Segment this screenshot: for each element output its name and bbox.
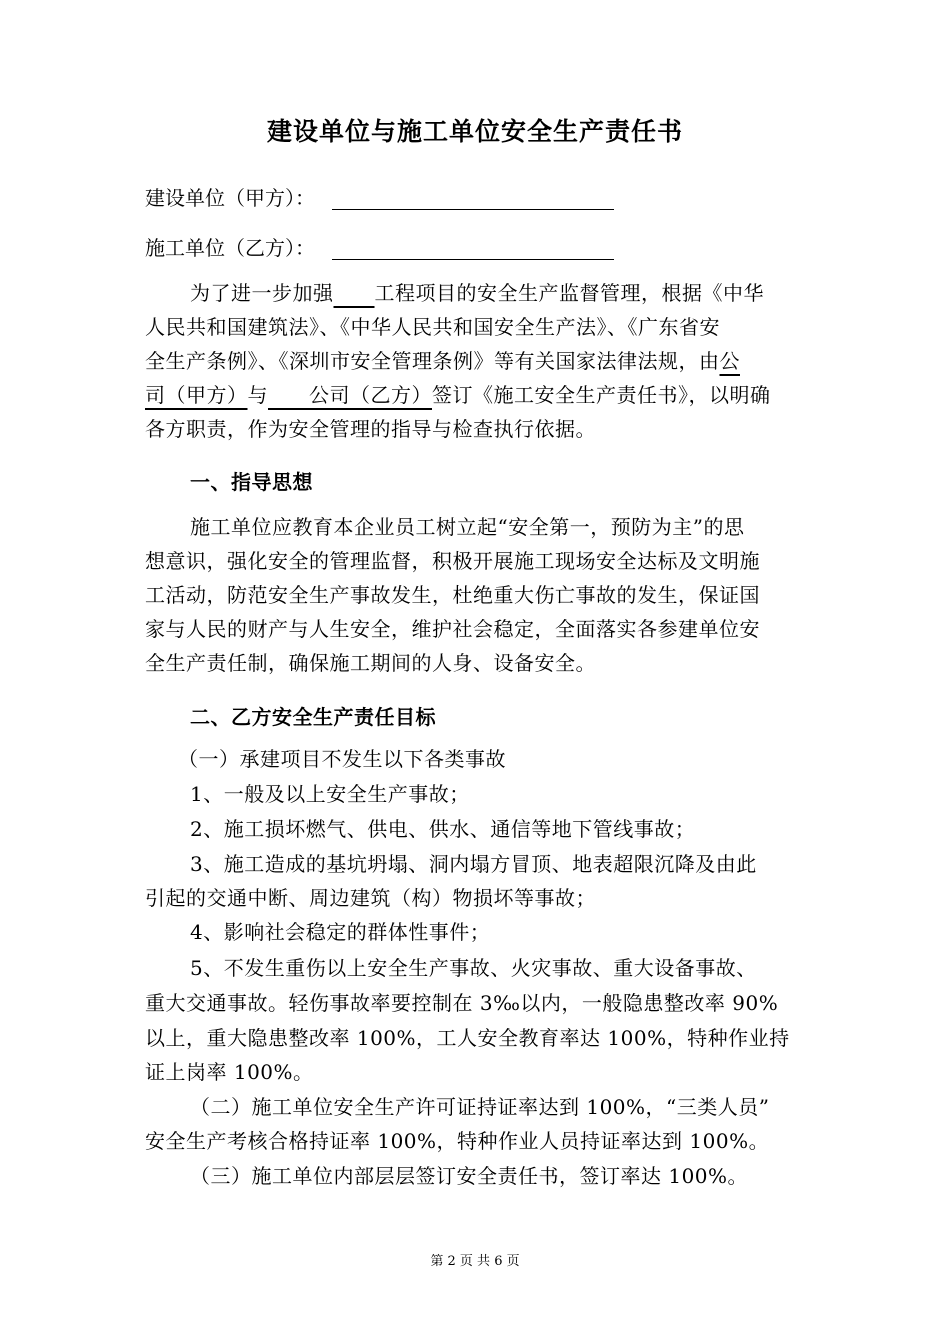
section1-line: 施工单位应教育本企业员工树立起“安全第一，预防为主”的思: [190, 515, 745, 539]
party-b-blank-line: [332, 259, 614, 260]
intro-text: 为了进一步加强: [190, 281, 334, 305]
project-name-blank: [334, 281, 375, 305]
intro-line-3: [145, 344, 740, 378]
section2-line: 以上，重大隐患整改率 100%，工人安全教育率达 100%，特种作业持: [145, 1026, 790, 1050]
section2-line: （二）施工单位安全生产许可证持证率达到 100%，“三类人员”: [190, 1095, 770, 1119]
section2-line: 重大交通事故。轻伤事故率要控制在 3‰以内，一般隐患整改率 90%: [145, 991, 779, 1015]
intro-line-5: 各方职责，作为安全管理的指导与检查执行依据。: [145, 417, 596, 441]
intro-line-1: [190, 276, 764, 310]
intro-text: 签订《施工安全生产责任书》，以明确: [432, 383, 771, 407]
section1-heading: 一、指导思想: [190, 470, 313, 494]
party-b-label: 施工单位（乙方）：: [145, 236, 315, 260]
party-a-field: [145, 183, 315, 213]
section1-line: 想意识，强化安全的管理监督，积极开展施工现场安全达标及文明施: [145, 549, 760, 573]
party-a-company-fill: 公: [719, 349, 740, 373]
section2-line: 4、影响社会稳定的群体性事件；: [190, 920, 491, 944]
section2-line: 证上岗率 100%。: [145, 1060, 314, 1084]
section2-line: （三）施工单位内部层层签订安全责任书，签订率达 100%。: [190, 1164, 749, 1188]
party-b-company-text: 公司（乙方）: [309, 383, 432, 407]
section2-line: 引起的交通中断、周边建筑（构）物损坏等事故；: [145, 886, 596, 910]
party-b-field: [145, 233, 315, 263]
section2-heading: 二、乙方安全生产责任目标: [190, 705, 436, 729]
page-footer: 第 2 页 共 6 页: [430, 1254, 520, 1269]
intro-text: 全生产条例》、《深圳市安全管理条例》等有关国家法律法规，由: [145, 349, 720, 373]
section1-line: 家与人民的财产与人生安全，维护社会稳定，全面落实各参建单位安: [145, 617, 760, 641]
intro-text: 工程项目的安全生产监督管理，根据《中华: [374, 281, 764, 305]
section2-line: 5、不发生重伤以上安全生产事故、火灾事故、重大设备事故、: [190, 956, 757, 980]
section2-line: 2、施工损坏燃气、供电、供水、通信等地下管线事故；: [190, 817, 696, 841]
intro-line-4: [145, 378, 771, 412]
section1-line: 全生产责任制，确保施工期间的人身、设备安全。: [145, 651, 596, 675]
section2-line: 安全生产考核合格持证率 100%，特种作业人员持证率达到 100%。: [145, 1129, 770, 1153]
section2-line: （一）承建项目不发生以下各类事故: [178, 747, 506, 771]
document-title: 建设单位与施工单位安全生产责任书: [266, 117, 683, 146]
party-b-company-fill: [268, 383, 432, 407]
section1-line: 工活动，防范安全生产事故发生，杜绝重大伤亡事故的发生，保证国: [145, 583, 760, 607]
intro-text: 与: [247, 383, 268, 407]
party-a-company-fill: 司（甲方）: [145, 383, 248, 407]
party-a-blank-line: [332, 209, 614, 210]
intro-line-2: 人民共和国建筑法》、《中华人民共和国安全生产法》、《广东省安: [145, 315, 720, 339]
section2-line: 3、施工造成的基坑坍塌、洞内塌方冒顶、地表超限沉降及由此: [190, 852, 757, 876]
party-a-label: 建设单位（甲方）：: [145, 186, 315, 210]
section2-line: 1、一般及以上安全生产事故；: [190, 782, 470, 806]
